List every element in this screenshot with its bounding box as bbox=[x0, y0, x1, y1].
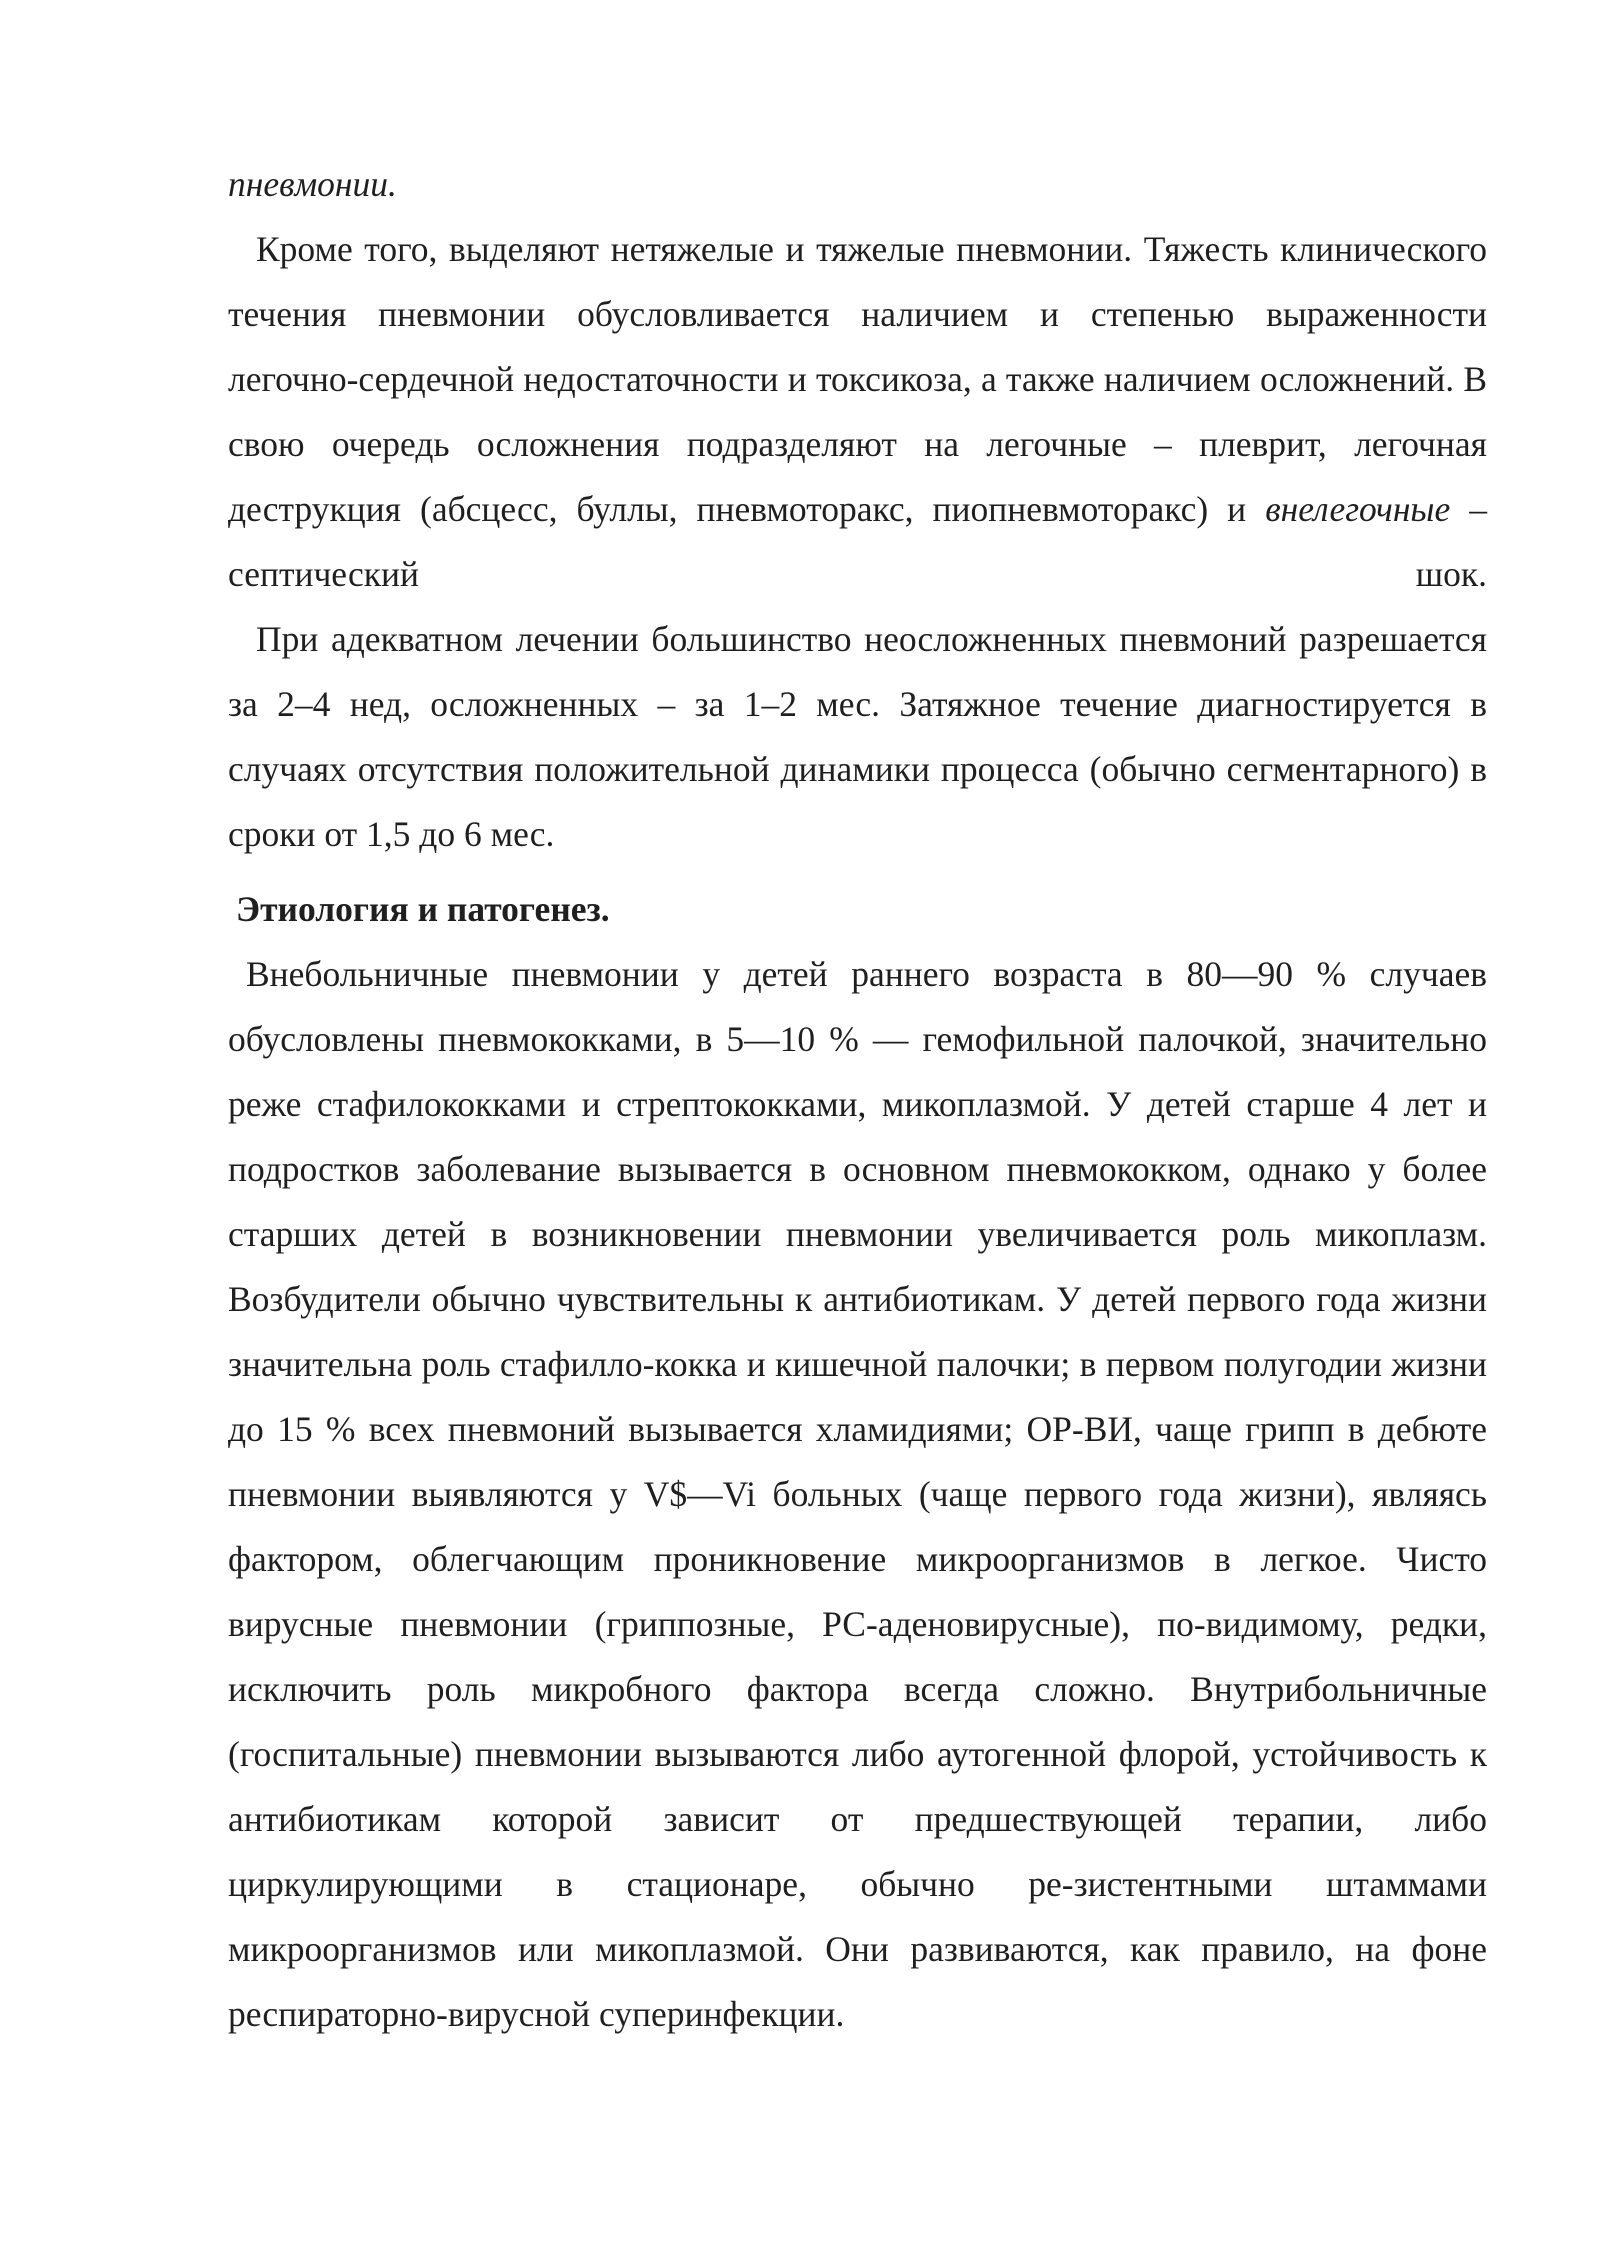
continuation-text: пневмонии. bbox=[228, 164, 397, 204]
paragraph-severity bbox=[228, 217, 1487, 607]
paragraph-severity-emphasis: внелегочные bbox=[1265, 489, 1451, 529]
paragraph-etiology bbox=[228, 942, 1487, 2047]
paragraph-course-text: При адекватном лечении большинство неосложненных пневмоний разрешается за 2–4 нед, осложненных – за 1–2 мес. Затяжное течение диагностируется в случаях отсутствия положительной динамики процесса (обычно сегментарного) в сроки от 1,5 до 6 мес. bbox=[228, 619, 1487, 854]
paragraph-severity-text: Кроме того, выделяют нетяжелые и тяжелые пневмонии. Тяжесть клинического течения пневмонии обусловливается наличием и степенью выраженности легочно-сердечной недостаточности и токсикоза, а также наличием осложнений. В свою очередь осложнения подразделяют на легочные – плеврит, легочная деструкция (абсцесс, буллы, пневмоторакс, пиопневмоторакс) и bbox=[228, 229, 1487, 529]
paragraph-severity-tail: – септический шок. bbox=[228, 489, 1487, 594]
paragraph-etiology-text: Внебольничные пневмонии у детей раннего возраста в 80—90 % случаев обусловлены пневмококками, в 5—10 % — гемофильной палочкой, значительно реже стафилококками и стрептококками, микоплазмой. У детей старше 4 лет и подростков заболевание вызывается в основном пневмококком, однако у более старших детей в возникновении пневмонии увеличивается роль микоплазм. Возбудители обычно чувствительны к антибиотикам. У детей первого года жизни значительна роль стафилло-кокка и кишечной палочки; в первом полугодии жизни до 15 % всех пневмоний вызывается хламидиями; ОР-ВИ, чаще грипп в дебюте пневмонии выявляются у V$—Vi больных (чаще первого года жизни), являясь фактором, облегчающим проникновение микроорганизмов в легкое. Чисто вирусные пневмонии (гриппозные, РС-аденовирусные), по-видимому, редки, исключить роль микробного фактора всегда сложно. Внутрибольничные (госпитальные) пневмонии вызываются либо аутогенной флорой, устойчивость к антибиотикам которой зависит от предшествующей терапии, либо циркулирующими в стационаре, обычно ре-зистентными штаммами микроорганизмов или микоплазмой. Они развиваются, как правило, на фоне респираторно-вирусной суперинфекции. bbox=[228, 954, 1487, 2034]
paragraph-course bbox=[228, 607, 1487, 867]
continuation-line bbox=[228, 152, 1487, 217]
section-heading: Этиология и патогенез. bbox=[236, 889, 610, 929]
document-page bbox=[228, 152, 1487, 2047]
